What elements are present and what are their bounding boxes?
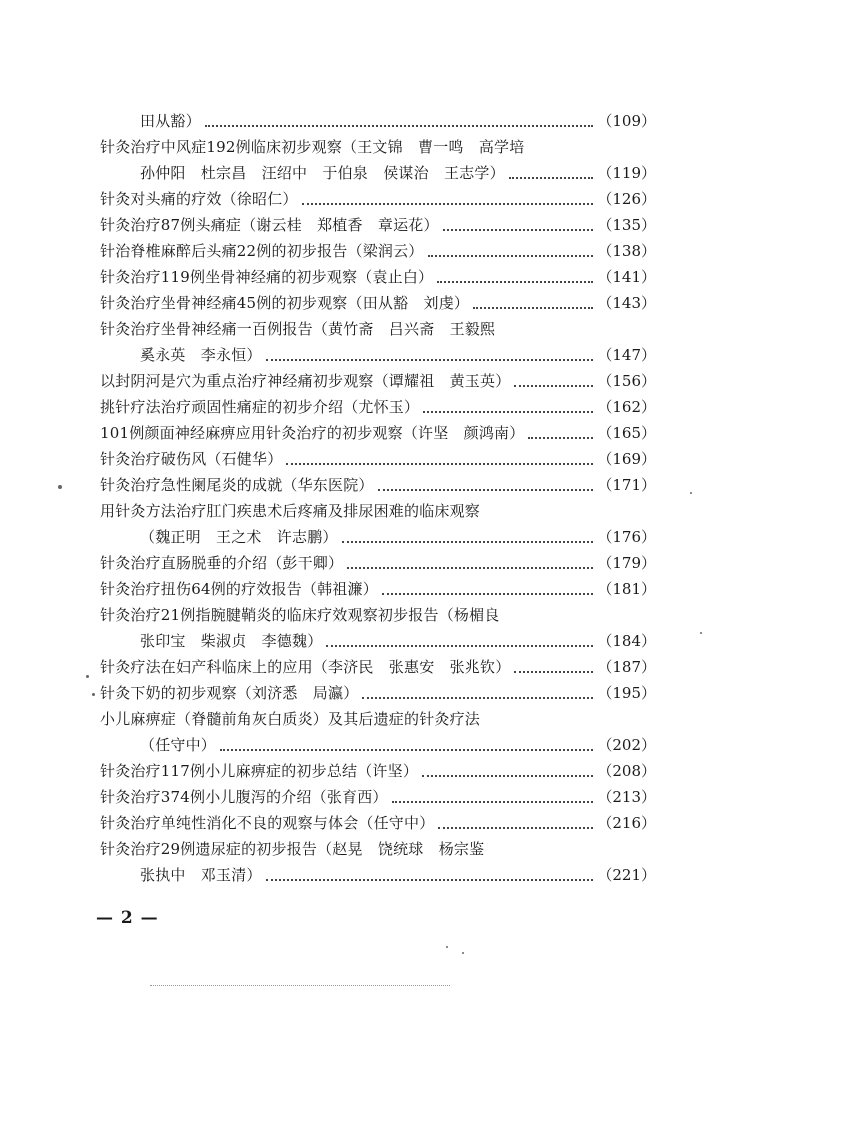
toc-page-number: （195） — [597, 684, 656, 702]
toc-page-number: （141） — [597, 268, 656, 286]
scan-artifact-line — [150, 984, 450, 986]
toc-line — [100, 498, 656, 524]
toc-entry-title: 针灸治疗117例小儿麻痹症的初步总结（许坚） — [100, 762, 419, 780]
toc-line — [100, 524, 656, 550]
toc-entry-title: 针灸治疗急性阑尾炎的成就（华东医院） — [100, 476, 374, 494]
toc-entry-title: 田从豁） — [140, 112, 201, 130]
dot-leader — [326, 644, 593, 647]
toc-entry-title: 针灸治疗坐骨神经痛45例的初步观察（田从豁 刘虔） — [100, 294, 470, 312]
toc-page-number: （208） — [597, 762, 656, 780]
scan-speck — [92, 693, 95, 696]
toc-page-number: （119） — [597, 164, 656, 182]
toc-entry-title: （魏正明 王之术 许志鹏） — [140, 528, 338, 546]
dot-leader — [205, 124, 594, 127]
dot-leader — [220, 748, 593, 751]
toc-page-number: （143） — [597, 294, 656, 312]
toc-entry-title: 奚永英 李永恒） — [140, 346, 262, 364]
toc-page-number: （109） — [597, 112, 656, 130]
scan-speck — [58, 485, 62, 489]
toc-line — [100, 316, 656, 342]
toc-page-number: （176） — [597, 528, 656, 546]
toc-page-number: （169） — [597, 450, 656, 468]
toc-entry-title: 针灸下奶的初步观察（刘济悉 局瀛） — [100, 684, 359, 702]
toc-line — [100, 862, 656, 888]
scan-speck — [690, 492, 692, 494]
dot-leader — [286, 462, 593, 465]
dot-leader — [437, 280, 593, 283]
toc-line — [100, 654, 656, 680]
table-of-contents — [100, 108, 656, 888]
toc-line — [100, 394, 656, 420]
dot-leader — [473, 306, 593, 309]
scan-speck — [462, 952, 464, 954]
toc-line — [100, 576, 656, 602]
toc-page-number: （135） — [597, 216, 656, 234]
toc-entry-title: 针治脊椎麻醉后头痛22例的初步报告（梁润云） — [100, 242, 424, 260]
toc-entry-title: 挑针疗法治疗顽固性痛症的初步介绍（尤怀玉） — [100, 398, 420, 416]
toc-entry-title: 针灸治疗扭伤64例的疗效报告（韩祖濂） — [100, 580, 378, 598]
scan-speck — [86, 675, 89, 678]
dot-leader — [342, 540, 594, 543]
toc-line — [100, 238, 656, 264]
toc-entry-title: 针灸治疗破伤风（石健华） — [100, 450, 283, 468]
toc-entry-title: 针灸治疗87例头痛症（谢云桂 郑植香 章运花） — [100, 216, 439, 234]
dot-leader — [428, 254, 594, 257]
scan-speck — [446, 946, 448, 948]
toc-line — [100, 550, 656, 576]
dot-leader — [438, 826, 593, 829]
toc-line — [100, 134, 656, 160]
toc-line — [100, 368, 656, 394]
toc-line — [100, 732, 656, 758]
toc-line — [100, 160, 656, 186]
toc-entry-title: （任守中） — [140, 736, 217, 754]
toc-line — [100, 758, 656, 784]
dot-leader — [423, 410, 593, 413]
toc-page-number: （126） — [597, 190, 656, 208]
toc-line — [100, 602, 656, 628]
toc-page-number: （213） — [597, 788, 656, 806]
dot-leader — [362, 696, 593, 699]
toc-entry-title: 以封阴河是穴为重点治疗神经痛初步观察（谭耀祖 黄玉英） — [100, 372, 511, 390]
toc-page-number: （202） — [597, 736, 656, 754]
dot-leader — [392, 800, 594, 803]
toc-entry-title: 针灸治疗中风症192例临床初步观察（王文锦 曹一鸣 高学培 — [100, 138, 525, 156]
toc-page-number: （184） — [597, 632, 656, 650]
toc-entry-title: 101例颜面神经麻痹应用针灸治疗的初步观察（许坚 颜鸿南） — [100, 424, 525, 442]
toc-entry-title: 针灸治疗单纯性消化不良的观察与体会（任守中） — [100, 814, 435, 832]
toc-line — [100, 264, 656, 290]
toc-line — [100, 836, 656, 862]
toc-page-number: （221） — [597, 866, 656, 884]
toc-page-number: （179） — [597, 554, 656, 572]
toc-line — [100, 628, 656, 654]
page-number: — 2 — — [96, 908, 159, 928]
toc-entry-title: 用针灸方法治疗肛门疾患术后疼痛及排尿困难的临床观察 — [100, 502, 481, 520]
toc-entry-title: 针灸治疗21例指腕腱鞘炎的临床疗效观察初步报告（杨楣良 — [100, 606, 500, 624]
dot-leader — [514, 384, 593, 387]
dot-leader — [422, 774, 593, 777]
toc-entry-title: 针灸治疗坐骨神经痛一百例报告（黄竹斋 吕兴斋 王毅熙 — [100, 320, 496, 338]
toc-line — [100, 342, 656, 368]
toc-line — [100, 784, 656, 810]
dot-leader — [378, 488, 594, 491]
toc-entry-title: 针灸疗法在妇产科临床上的应用（李济民 张惠安 张兆钦） — [100, 658, 511, 676]
toc-line — [100, 472, 656, 498]
dot-leader — [266, 358, 594, 361]
dot-leader — [266, 878, 594, 881]
toc-entry-title: 针灸治疗直肠脱垂的介绍（彭干卿） — [100, 554, 344, 572]
toc-line — [100, 108, 656, 134]
toc-page-number: （138） — [597, 242, 656, 260]
toc-line — [100, 680, 656, 706]
toc-line — [100, 706, 656, 732]
toc-entry-title: 小儿麻痹症（脊髓前角灰白质炎）及其后遗症的针灸疗法 — [100, 710, 481, 728]
toc-line — [100, 186, 656, 212]
scan-speck — [700, 632, 702, 634]
toc-page-number: （162） — [597, 398, 656, 416]
toc-line — [100, 420, 656, 446]
dot-leader — [347, 566, 593, 569]
toc-entry-title: 孙仲阳 杜宗昌 汪绍中 于伯泉 侯谋治 王志学） — [140, 164, 505, 182]
dot-leader — [302, 202, 594, 205]
toc-entry-title: 针灸治疗29例遗尿症的初步报告（赵晃 饶统球 杨宗鉴 — [100, 840, 485, 858]
toc-line — [100, 290, 656, 316]
toc-entry-title: 针灸治疗374例小儿腹泻的介绍（张育西） — [100, 788, 388, 806]
dot-leader — [514, 670, 593, 673]
toc-page-number: （187） — [597, 658, 656, 676]
toc-page-number: （156） — [597, 372, 656, 390]
toc-page-number: （171） — [597, 476, 656, 494]
toc-page-number: （181） — [597, 580, 656, 598]
dot-leader — [443, 228, 594, 231]
toc-page-number: （147） — [597, 346, 656, 364]
dot-leader — [528, 436, 593, 439]
dot-leader — [382, 592, 593, 595]
toc-line — [100, 212, 656, 238]
toc-page-number: （216） — [597, 814, 656, 832]
dot-leader — [509, 176, 594, 179]
toc-entry-title: 针灸对头痛的疗效（徐昭仁） — [100, 190, 298, 208]
toc-entry-title: 张印宝 柴淑贞 李德魏） — [140, 632, 323, 650]
toc-page-number: （165） — [597, 424, 656, 442]
toc-line — [100, 810, 656, 836]
toc-entry-title: 张执中 邓玉清） — [140, 866, 262, 884]
toc-entry-title: 针灸治疗119例坐骨神经痛的初步观察（袁止白） — [100, 268, 434, 286]
toc-line — [100, 446, 656, 472]
